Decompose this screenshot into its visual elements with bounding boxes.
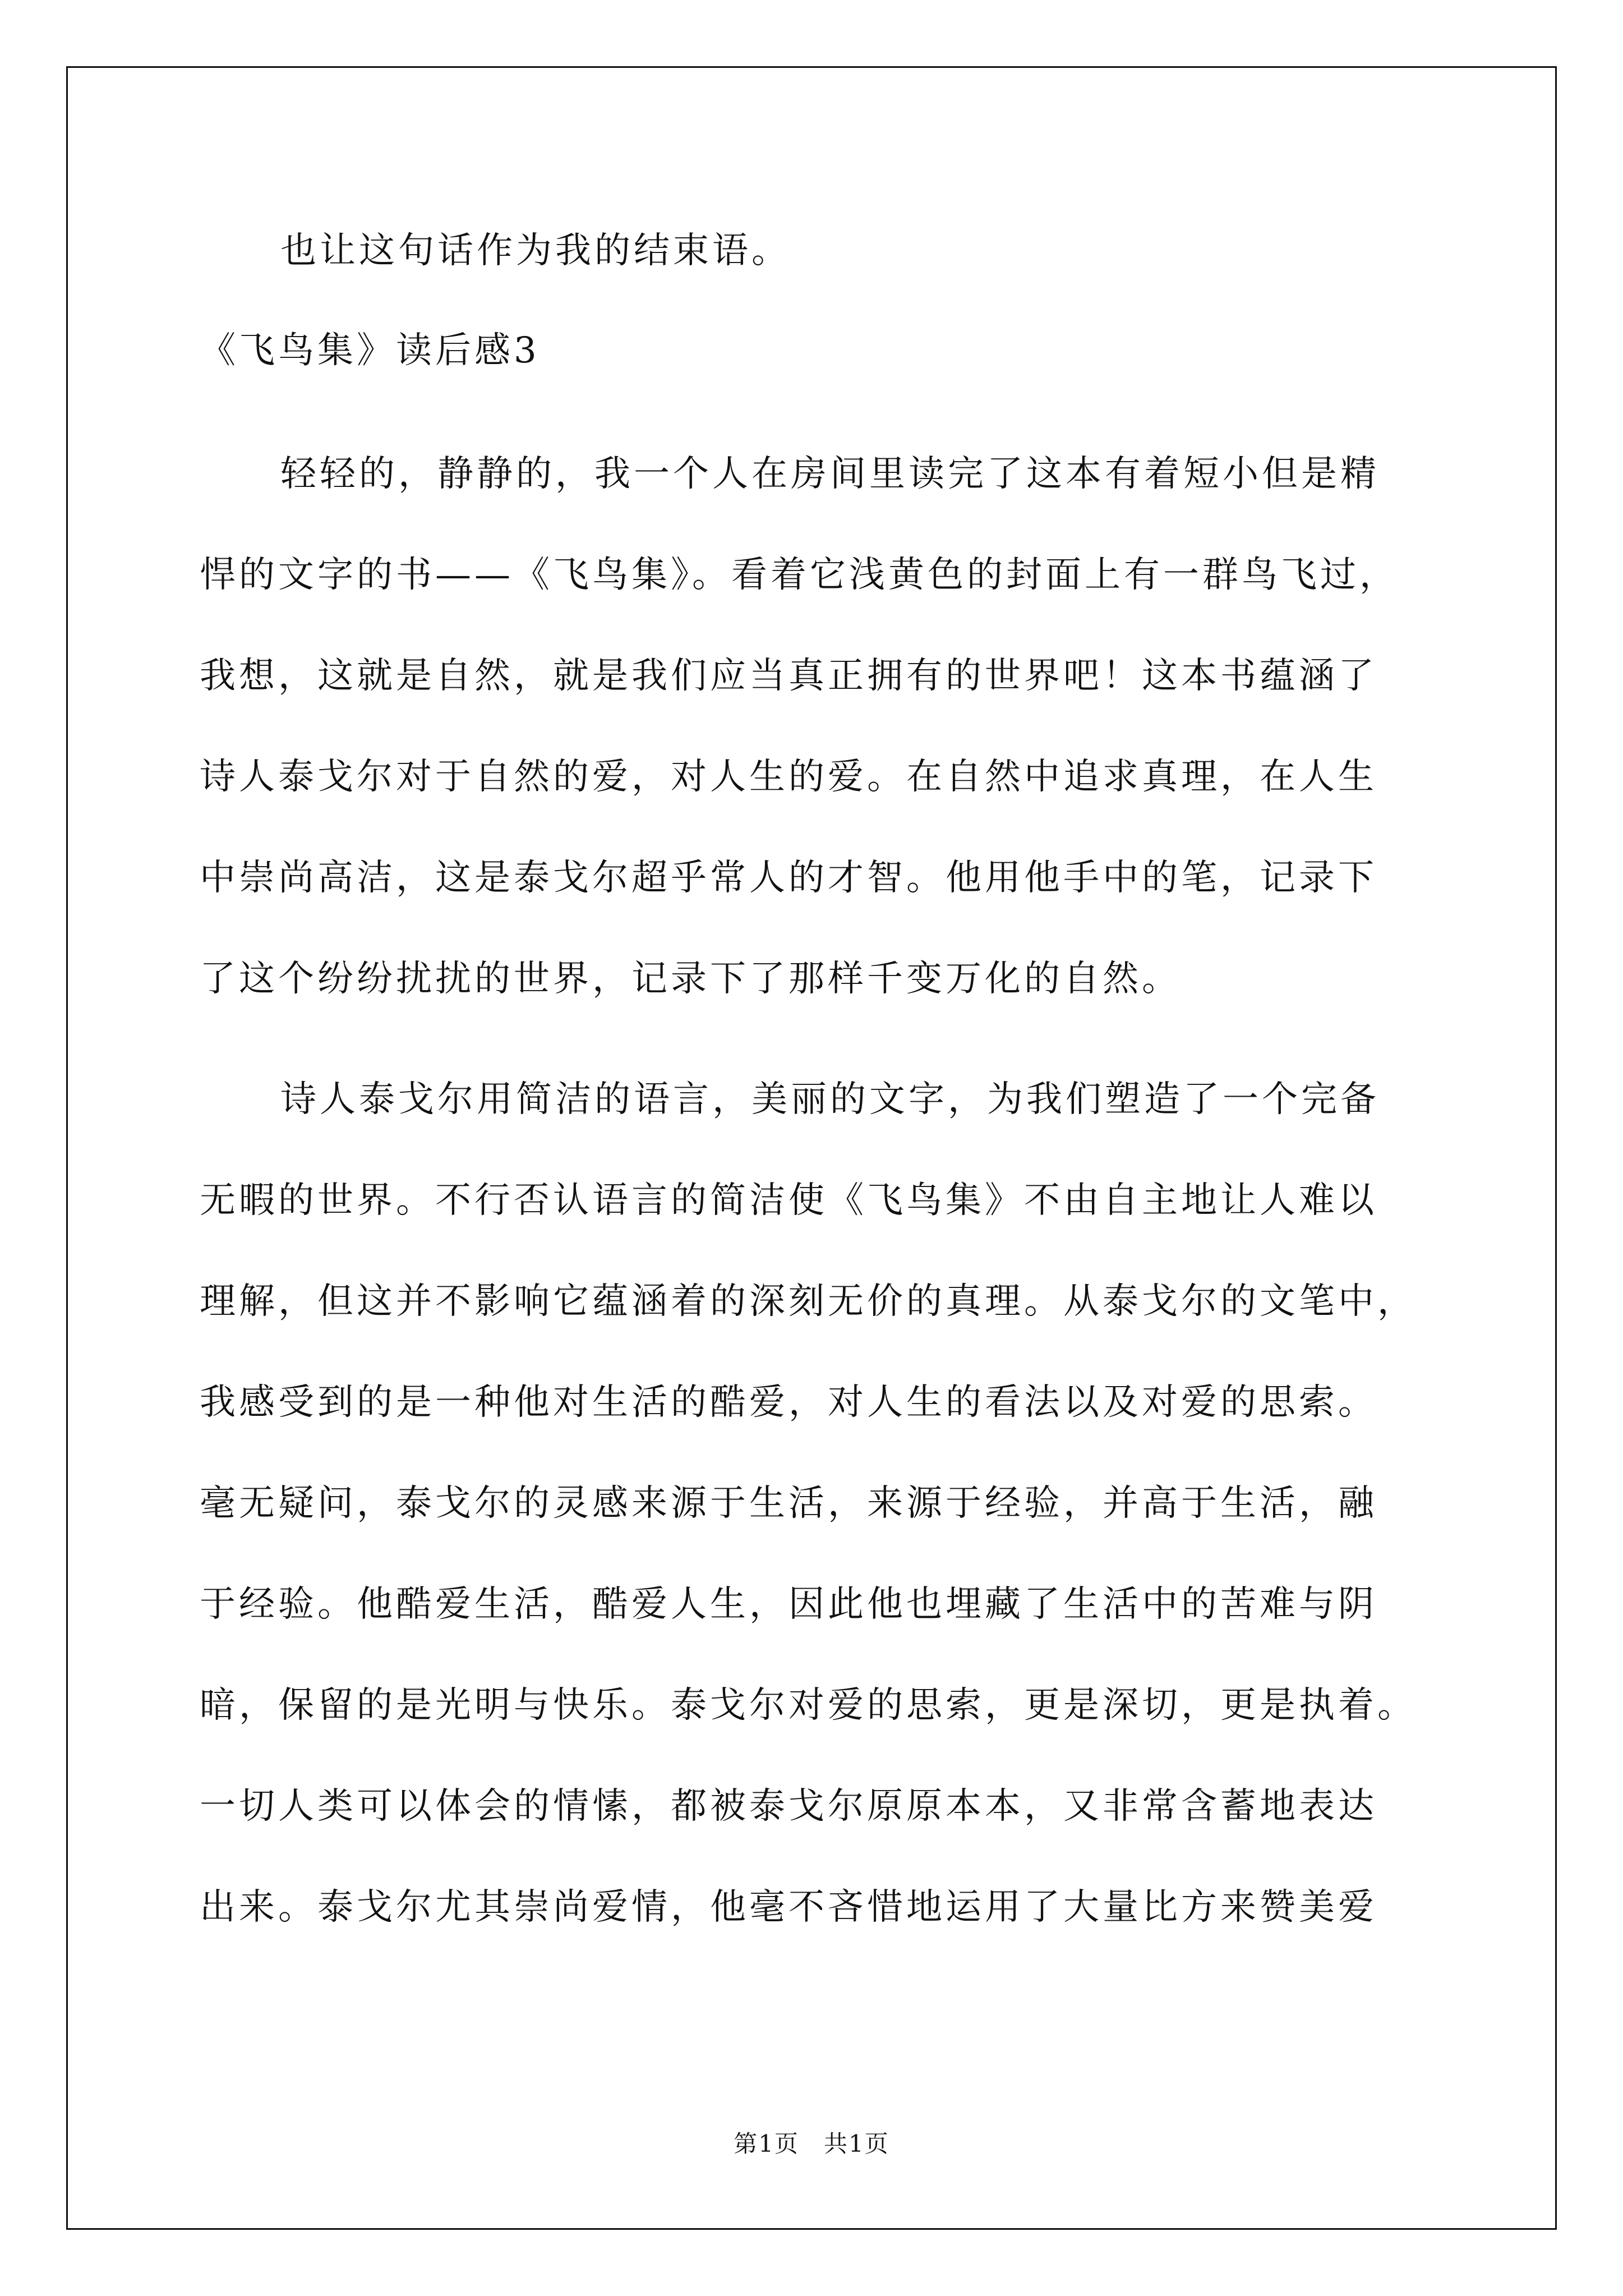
paragraph-2-line-4: 我感受到的是一种他对生活的酷爱，对人生的看法以及对爱的思索。 (200, 1382, 1377, 1423)
paragraph-2-line-6: 于经验。他酷爱生活，酷爱人生，因此他也埋藏了生活中的苦难与阴 (200, 1584, 1377, 1625)
paragraph-2-line-8: 一切人类可以体会的情愫，都被泰戈尔原原本本，又非常含蓄地表达 (200, 1786, 1377, 1827)
paragraph-1-line-6: 了这个纷纷扰扰的世界，记录下了那样千变万化的自然。 (200, 958, 1181, 1000)
paragraph-1-line-5: 中崇尚高洁，这是泰戈尔超乎常人的才智。他用他手中的笔，记录下 (200, 857, 1377, 899)
paragraph-1-line-4: 诗人泰戈尔对于自然的爱，对人生的爱。在自然中追求真理，在人生 (200, 756, 1377, 798)
paragraph-2-line-5: 毫无疑问，泰戈尔的灵感来源于生活，来源于经验，并高于生活，融 (200, 1483, 1377, 1524)
paragraph-2-line-9: 出来。泰戈尔尤其崇尚爱情，他毫不吝惜地运用了大量比方来赞美爱 (200, 1887, 1377, 1928)
paragraph-2-line-2: 无暇的世界。不行否认语言的简洁使《飞鸟集》不由自主地让人难以 (200, 1180, 1377, 1221)
text-line-closing: 也让这句话作为我的结束语。 (280, 230, 791, 272)
paragraph-1-line-2: 悍的文字的书——《飞鸟集》。看着它浅黄色的封面上有一群鸟飞过， (200, 554, 1399, 596)
section-heading: 《飞鸟集》读后感3 (200, 330, 540, 371)
page-number-footer: 第1页 共1页 (734, 2130, 889, 2157)
paragraph-1-line-3: 我想，这就是自然，就是我们应当真正拥有的世界吧！这本书蕴涵了 (200, 655, 1377, 697)
paragraph-2-line-1: 诗人泰戈尔用简洁的语言，美丽的文字，为我们塑造了一个完备 (280, 1079, 1380, 1120)
paragraph-1-line-1: 轻轻的，静静的，我一个人在房间里读完了这本有着短小但是精 (280, 453, 1380, 495)
paragraph-2-line-7: 暗，保留的是光明与快乐。泰戈尔对爱的思索，更是深切，更是执着。 (200, 1685, 1417, 1726)
paragraph-2-line-3: 理解，但这并不影响它蕴涵着的深刻无价的真理。从泰戈尔的文笔中， (200, 1281, 1417, 1322)
